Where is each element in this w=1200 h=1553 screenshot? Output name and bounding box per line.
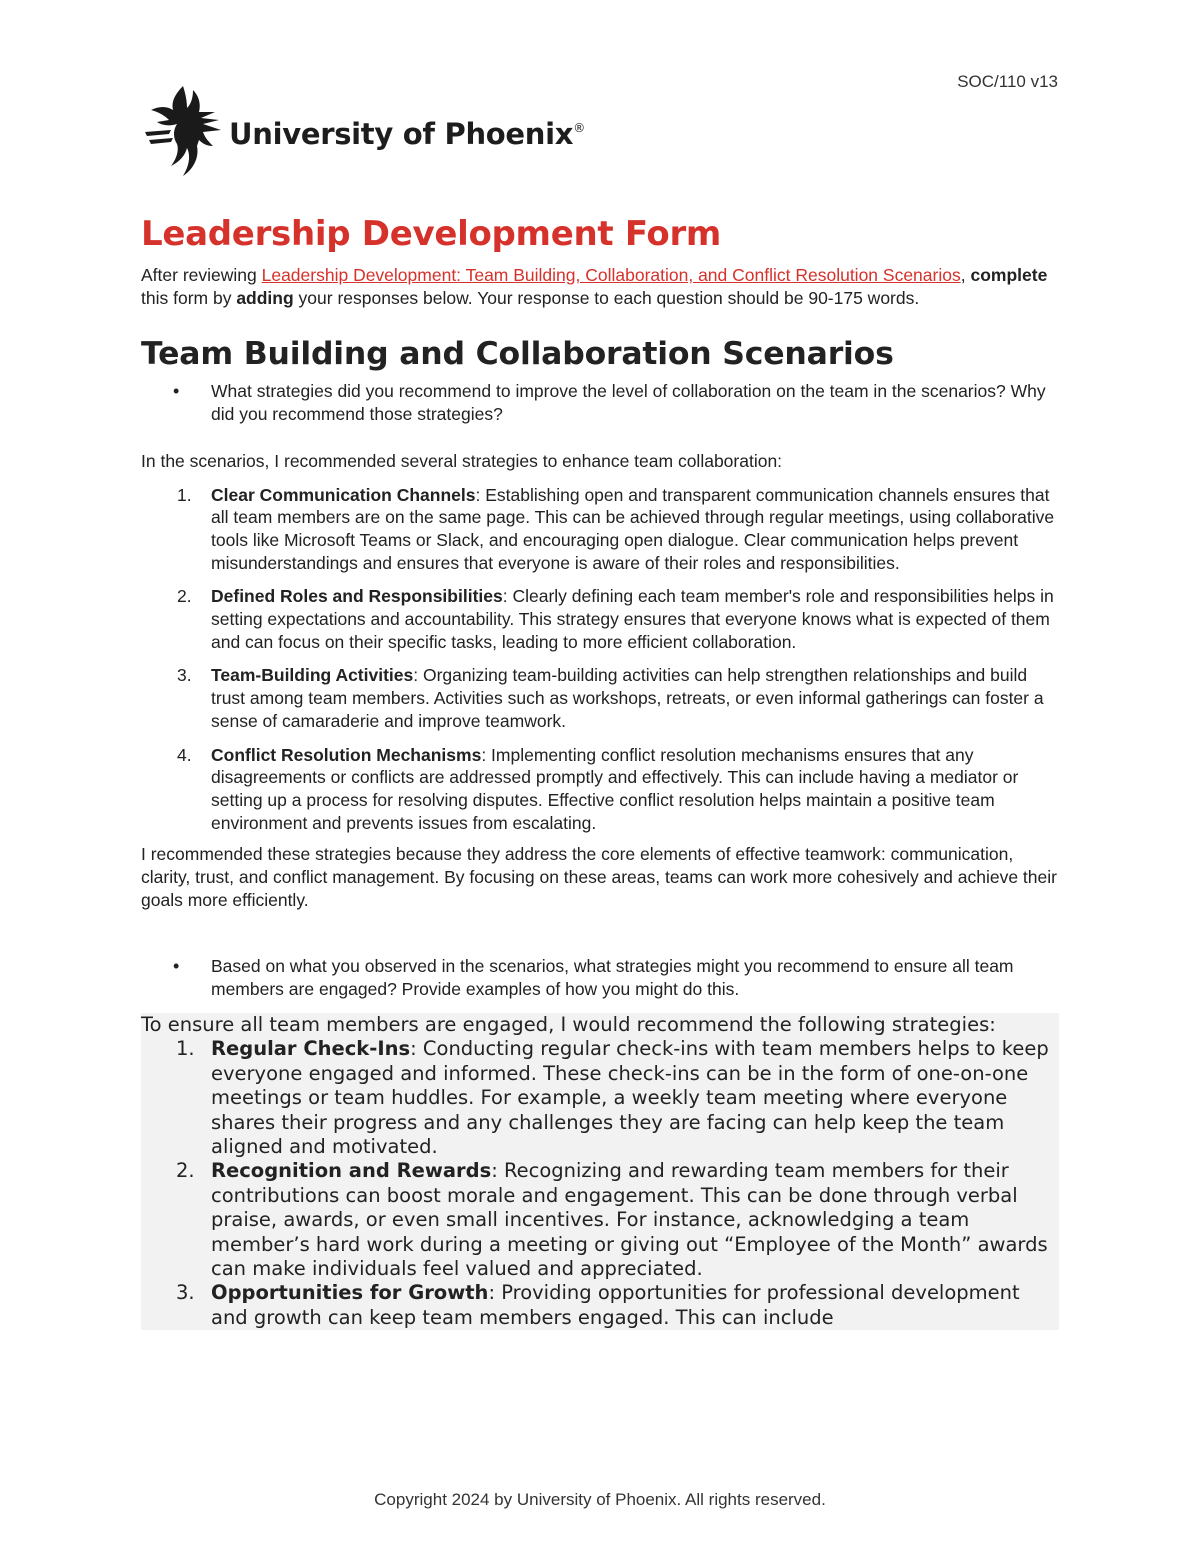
answer-2-intro: To ensure all team members are engaged, I would recommend the following strategies: [141, 1012, 996, 1036]
answer-2-list [141, 1037, 1059, 1330]
question-1: • What strategies did you recommend to improve the level of collaboration on the team in the scenarios? Why did you recommend those strategies? [141, 380, 1059, 425]
list-item: 3. Team-Building Activities: Organizing team-building activities can help strengthen relationships and build trust among team members. Activities such as workshops, retreats, or even informal gatherings can foster a sense of camaraderie and improve teamwork. [177, 665, 1044, 731]
list-item: 2. Defined Roles and Responsibilities: Clearly defining each team member's role and responsibilities helps in setting expectations and accountability. This strategy ensures that everyone knows what is expected of them and can focus on their specific tasks, leading to more efficient collaboration. [177, 586, 1054, 652]
list-item: 4. Conflict Resolution Mechanisms: Implementing conflict resolution mechanisms ensures that any disagreements or conflicts are addressed promptly and effectively. This can include having a mediator or setting up a process for resolving disputes. Effective conflict resolution helps maintain a positive team environment and prevents issues from escalating. [177, 744, 1019, 833]
form-title: Leadership Development Form [141, 214, 722, 254]
answer-1-intro: In the scenarios, I recommended several strategies to enhance team collaboration: [141, 450, 783, 471]
phoenix-bird-icon [143, 84, 223, 178]
list-item: 3. Opportunities for Growth: Providing opportunities for professional development and growth can keep team members engaged. This can include [176, 1281, 1020, 1329]
course-code: SOC/110 v13 [957, 72, 1058, 91]
answer-1-conclusion: I recommended these strategies because they address the core elements of effective teamwork: communication, clarity, trust, and conflict management. By focusing on these areas, teams can work more cohesively and achieve their goals more efficiently. [141, 844, 1057, 910]
question-list [141, 380, 1059, 425]
question-list [141, 955, 1059, 1000]
copyright-footer: Copyright 2024 by University of Phoenix. All rights reserved. [374, 1490, 826, 1509]
scenarios-link[interactable]: Leadership Development: Team Building, Collaboration, and Conflict Resolution Scenarios [261, 265, 961, 285]
list-item: 2. Recognition and Rewards: Recognizing and rewarding team members for their contributions can boost morale and engagement. This can be done through verbal praise, awards, or even small incentives. For instance, acknowledging a team member’s hard work during a meeting or giving out “Employee of the Month” awards can make individuals feel valued and appreciated. [176, 1159, 1048, 1280]
answer-2-block [141, 1013, 1059, 1330]
question-2: • Based on what you observed in the scenarios, what strategies might you recommend to ensure all team members are engaged? Provide examples of how you might do this. [141, 955, 1059, 1000]
section-heading: Team Building and Collaboration Scenarios [141, 336, 894, 373]
answer-1-list [141, 484, 1059, 835]
intro-paragraph: After reviewing Leadership Development: Team Building, Collaboration, and Conflict Resolution Scenarios, complete this form by adding your responses below. Your response to each question should be 90-175 words. [141, 265, 1048, 308]
university-logo [143, 84, 585, 178]
logo-wordmark: University of Phoenix® [229, 117, 585, 151]
document-body [141, 214, 1059, 1330]
list-item: 1. Clear Communication Channels: Establishing open and transparent communication channels ensures that all team members are on the same page. This can be achieved through regular meetings, using collaborative tools like Microsoft Teams or Slack, and encouraging open dialogue. Clear communication helps prevent misunderstandings and ensures that everyone is aware of their roles and responsibilities. [177, 484, 1055, 573]
list-item: 1. Regular Check-Ins: Conducting regular check-ins with team members helps to keep everyone engaged and informed. These check-ins can be in the form of one-on-one meetings or team huddles. For example, a weekly team meeting where everyone shares their progress and any challenges they are facing can help keep the team aligned and motivated. [176, 1037, 1049, 1158]
